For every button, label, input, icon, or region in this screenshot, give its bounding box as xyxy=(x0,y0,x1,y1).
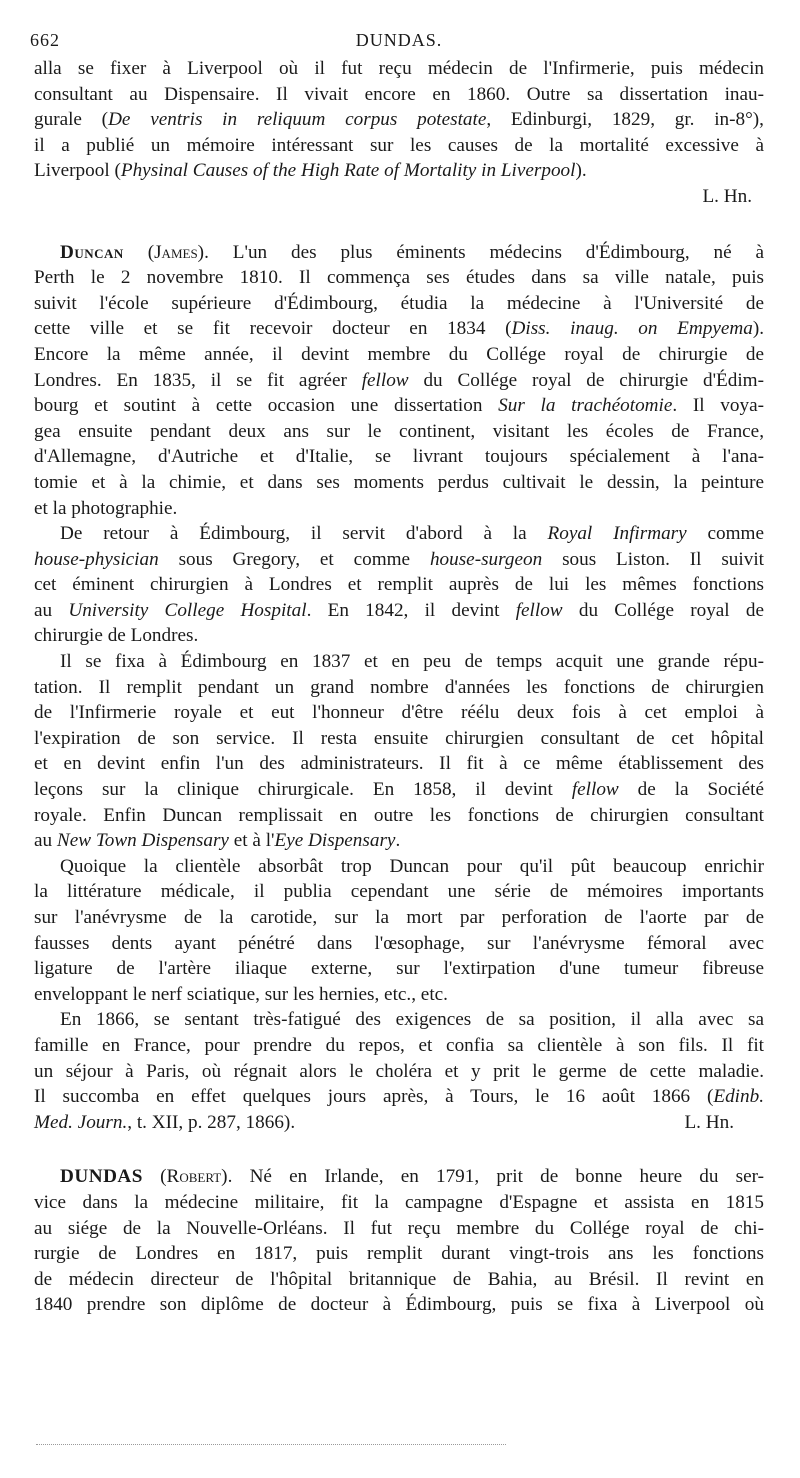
text-line: Liverpool (Physinal Causes of the High Rate of Mortality in Liverpool). xyxy=(34,160,587,182)
text-line: leçons sur la clinique chirurgicale. En 1858, il devint fellow de la Société xyxy=(34,779,764,801)
text-line: la littérature médicale, il publia cependant une série de mémoires importants xyxy=(34,881,764,903)
headword: DUNDAS xyxy=(60,1166,143,1188)
text-line: Il succomba en effet quelques jours après, à Tours, le 16 août 1866 (Edinb. xyxy=(34,1086,764,1108)
page xyxy=(30,30,765,1318)
entry-dundas-robert xyxy=(34,1164,764,1318)
headword: Duncan xyxy=(60,241,124,263)
text-line: de médecin directeur de l'hôpital britannique de Bahia, au Brésil. Il revint en xyxy=(34,1268,764,1290)
signature: L. Hn. xyxy=(684,1111,734,1133)
text-line: De retour à Édimbourg, il servit d'abord à la Royal Infirmary comme xyxy=(60,523,764,545)
text-line: 1840 prendre son diplôme de docteur à Édimbourg, puis se fixa à Liverpool où xyxy=(34,1294,764,1316)
entry-duncan-james xyxy=(34,240,764,1136)
page-header xyxy=(30,30,764,56)
signature: L. Hn. xyxy=(702,185,752,207)
text-line: d'Allemagne, d'Autriche et d'Italie, se livrant toujours spécialement à l'ana- xyxy=(34,446,764,468)
text-line: cet éminent chirurgien à Londres et remplit auprès de lui les mêmes fonctions xyxy=(34,574,764,596)
text-line: Londres. En 1835, il se fit agréer fellow du Collége royal de chirurgie d'Édim- xyxy=(34,369,764,391)
author-name: (Robert). xyxy=(160,1166,233,1188)
text-line: fausses dents ayant pénétré dans l'œsophage, sur l'anévrysme fémoral avec xyxy=(34,932,764,954)
dissertation-title: De ventris in reliquum corpus potestate xyxy=(108,109,487,131)
text-line: bourg et soutint à cette occasion une dissertation Sur la trachéotomie. Il voya- xyxy=(34,395,764,417)
text-line: tation. Il remplit pendant un grand nombre d'années les fonctions de chirurgien xyxy=(34,676,764,698)
text-line: un séjour à Paris, où régnait alors le choléra et y prit le germe de cette maladie. xyxy=(34,1060,764,1082)
text-line: gea ensuite pendant deux ans sur le continent, visitant les écoles de France, xyxy=(34,420,764,442)
text-line: Encore la même année, il devint membre du Collége royal de chirurgie de xyxy=(34,343,764,365)
text-line: Duncan (James). L'un des plus éminents médecins d'Édimbourg, né à xyxy=(60,241,765,263)
text-line: et en devint enfin l'un des administrateurs. Il fit à ce même établissement des xyxy=(34,753,764,775)
text-line: cette ville et se fit recevoir docteur en 1834 (Diss. inaug. on Empyema). xyxy=(34,318,765,340)
text-line: au siége de la Nouvelle-Orléans. Il fut reçu membre du Collége royal de chi- xyxy=(34,1217,764,1239)
text-line: et la photographie. xyxy=(34,497,178,519)
entry-dundas-continued xyxy=(34,56,764,210)
text-line: il a publié un mémoire intéressant sur les causes de la mortalité excessive à xyxy=(34,134,764,156)
text-line: royale. Enfin Duncan remplissait en outre les fonctions de chirurgien consultant xyxy=(34,804,764,826)
text-line: l'expiration de son service. Il resta ensuite chirurgien consultant de cet hôpital xyxy=(34,727,764,749)
text-line: house-physician sous Gregory, et comme house-surgeon sous Liston. Il suivit xyxy=(34,548,764,570)
author-name: (James). xyxy=(147,241,209,263)
text-line: Quoique la clientèle absorbât trop Duncan pour qu'il pût beaucoup enrichir xyxy=(60,855,764,877)
text-line: DUNDAS (Robert). Né en Irlande, en 1791, prit de bonne heure du ser- xyxy=(60,1166,765,1188)
text-line: vice dans la médecine militaire, fit la campagne d'Espagne et assista en 1815 xyxy=(34,1191,764,1213)
text-line: famille en France, pour prendre du repos, et confia sa clientèle à son fils. Il fit xyxy=(34,1034,764,1056)
page-number: 662 xyxy=(30,30,60,50)
text-line: consultant au Dispensaire. Il vivait encore en 1860. Outre sa dissertation inau- xyxy=(34,83,764,105)
text-line: Il se fixa à Édimbourg en 1837 et en peu de temps acquit une grande répu- xyxy=(60,651,764,673)
text-line: sur l'anévrysme de la carotide, sur la mort par perforation de l'aorte par de xyxy=(34,907,764,928)
text-line: En 1866, se sentant très-fatigué des exigences de sa position, il alla avec sa xyxy=(60,1009,764,1031)
text-line: de l'Infirmerie royale et eut l'honneur d'être réélu deux fois à cet emploi à xyxy=(34,702,764,724)
text-line: ligature de l'artère iliaque externe, sur l'extirpation d'une tumeur fibreuse xyxy=(34,958,764,980)
text-line: Perth le 2 novembre 1810. Il commença ses études dans sa ville natale, puis xyxy=(34,267,764,289)
text-line: Med. Journ., t. XII, p. 287, 1866). L. Hn. xyxy=(34,1110,764,1136)
text-line: alla se fixer à Liverpool où il fut reçu médecin de l'Infirmerie, puis médecin xyxy=(34,58,764,79)
text-line: au New Town Dispensary et à l'Eye Dispensary. xyxy=(34,830,401,852)
text-line: gurale (De ventris in reliquum corpus potestate, Edinburgi, 1829, gr. in-8°), xyxy=(34,109,764,131)
text-line: rurgie de Londres en 1817, puis remplit durant vingt-trois ans les fonctions xyxy=(34,1243,764,1265)
text-line: suivit l'école supérieure d'Édimbourg, étudia la médecine à l'Université de xyxy=(34,292,764,314)
text-line: tomie et à la chimie, et dans ses moments perdus cultivait le dessin, la peinture xyxy=(34,471,764,493)
bottom-dotted-rule xyxy=(36,1444,506,1447)
memoir-title: Physinal Causes of the High Rate of Mortality in Liverpool xyxy=(120,160,576,182)
running-title: DUNDAS. xyxy=(355,30,443,50)
text-line: chirurgie de Londres. xyxy=(34,625,199,647)
text-line: enveloppant le nerf sciatique, sur les hernies, etc., etc. xyxy=(34,983,448,1005)
text-line: au University College Hospital. En 1842, il devint fellow du Collége royal de xyxy=(34,599,764,621)
